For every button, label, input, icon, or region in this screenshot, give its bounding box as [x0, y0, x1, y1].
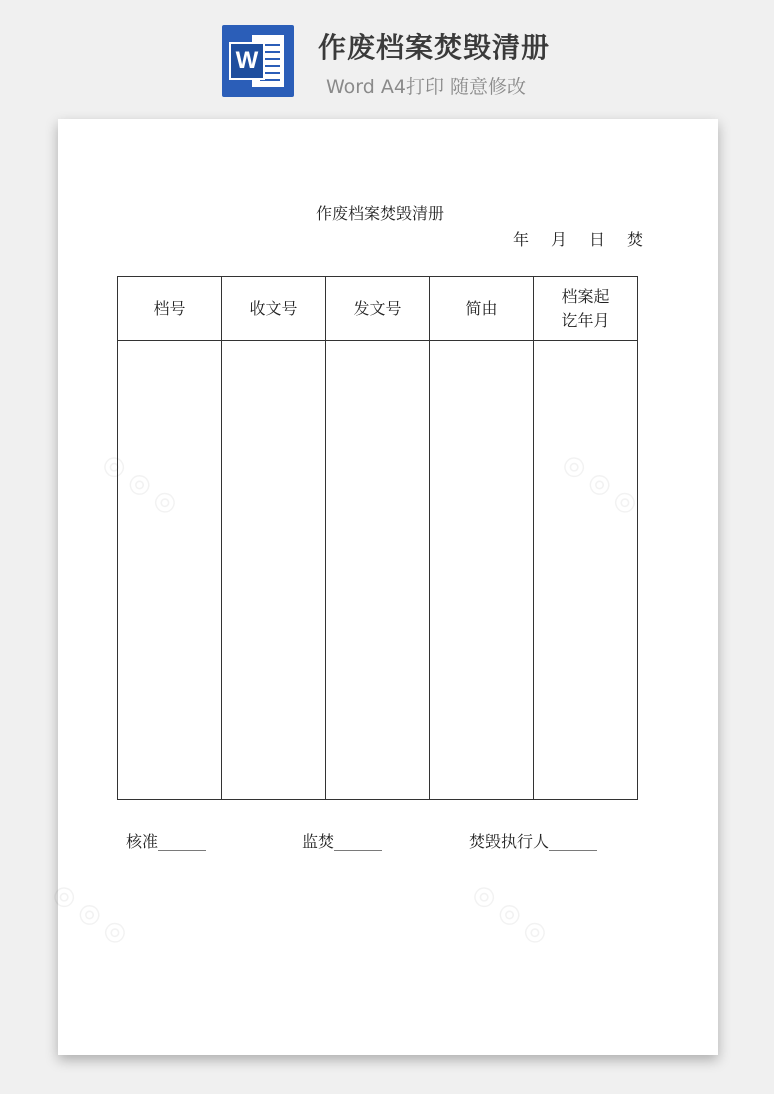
table-header-row [118, 277, 638, 341]
table-cell[interactable] [326, 341, 430, 800]
date-burn-label: 焚 [627, 230, 644, 249]
header-summary: 简由 [430, 277, 534, 341]
watermark: ◎ ◎ ◎ [557, 447, 644, 521]
supervisor-signature[interactable]: 监焚______ [302, 832, 383, 851]
banner-subtitle: Word A4打印 随意修改 [326, 76, 527, 98]
table-cell[interactable] [534, 341, 638, 800]
destruction-register-table [117, 276, 638, 800]
table-cell[interactable] [430, 341, 534, 800]
banner-title: 作废档案焚毁清册 [318, 31, 551, 64]
watermark: ◎ ◎ ◎ [97, 447, 184, 521]
table-cell[interactable] [222, 341, 326, 800]
word-letter: W [229, 42, 265, 80]
header-issued-number: 发文号 [326, 277, 430, 341]
word-icon [222, 25, 294, 97]
document-page [47, 119, 718, 1055]
date-day-label: 日 [589, 230, 606, 249]
watermark: ◎ ◎ ◎ [47, 877, 134, 951]
header-received-number: 收文号 [222, 277, 326, 341]
header-date-range: 档案起 讫年月 [534, 277, 638, 341]
date-year-label: 年 [513, 230, 530, 249]
date-line [513, 227, 643, 250]
date-month-label: 月 [551, 230, 568, 249]
approval-signature[interactable]: 核准______ [126, 832, 207, 851]
table-row [118, 341, 638, 800]
watermark: ◎ ◎ ◎ [467, 877, 554, 951]
executor-signature[interactable]: 焚毁执行人______ [469, 832, 598, 851]
table-cell[interactable] [118, 341, 222, 800]
document-title: 作废档案焚毁清册 [316, 204, 445, 223]
header-file-number: 档号 [118, 277, 222, 341]
